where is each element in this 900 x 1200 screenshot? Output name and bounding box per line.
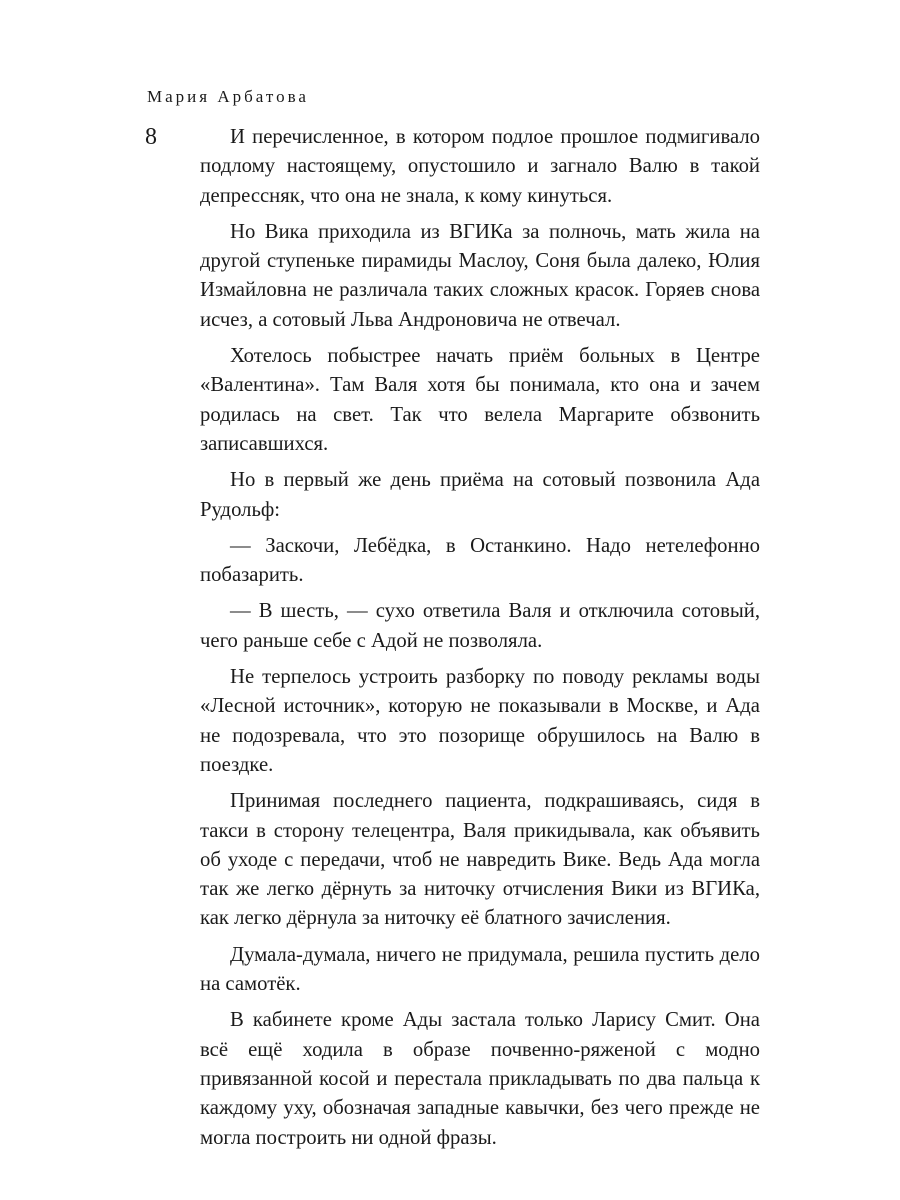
paragraph: Но Вика приходила из ВГИКа за полночь, мать жила на другой ступеньке пирамиды Маслоу, Соня была далеко, Юлия Измайловна не различала таких сложных красок. Горяев снова исчез, а сотовый Льва Андроновича не отвечал.	[200, 220, 760, 331]
dialogue-line: — В шесть, — сухо ответила Валя и отключила сотовый, чего раньше себе с Адой не позволяла.	[200, 600, 760, 652]
paragraph: Думала-думала, ничего не придумала, решила пустить дело на самотёк.	[200, 943, 760, 996]
paragraph: Хотелось побыстрее начать приём больных в Центре «Валентина». Там Валя хотя бы понимала, кто она и зачем родилась на свет. Так что велела Маргарите обзвонить записавшихся.	[200, 345, 760, 455]
paragraph: Принимая последнего пациента, подкрашиваясь, сидя в такси в сторону телецентра, Валя прикидывала, как объявить об уходе с передачи, чтоб не навредить Вике. Ведь Ада могла так же легко дёрнуть за ниточку отчисления Вики из ВГИКа, как легко дёрнула за ниточку её блатного зачисления.	[200, 790, 760, 930]
page-number: 8	[145, 124, 157, 150]
paragraph: Не терпелось устроить разборку по поводу рекламы воды «Лесной источник», которую не показывали в Москве, и Ада не подозревала, что это позорище обрушилось на Валю в поездке.	[200, 666, 760, 776]
body-text	[200, 123, 760, 1160]
paragraph: И перечисленное, в котором подлое прошлое подмигивало подлому настоящему, опустошило и загнало Валю в такой депрессняк, что она не знала, к кому кинуться.	[200, 126, 760, 207]
running-head-author: Мария Арбатова	[147, 87, 309, 106]
paragraph: В кабинете кроме Ады застала только Ларису Смит. Она всё ещё ходила в образе почвенно-ряженой с модно привязанной косой и перестала прикладывать по два пальца к каждому уху, обозначая западные кавычки, без чего прежде не могла построить ни одной фразы.	[200, 1009, 760, 1149]
paragraph: Но в первый же день приёма на сотовый позвонила Ада Рудольф:	[200, 469, 760, 521]
dialogue-line: — Заскочи, Лебёдка, в Останкино. Надо нетелефонно побазарить.	[200, 534, 760, 587]
